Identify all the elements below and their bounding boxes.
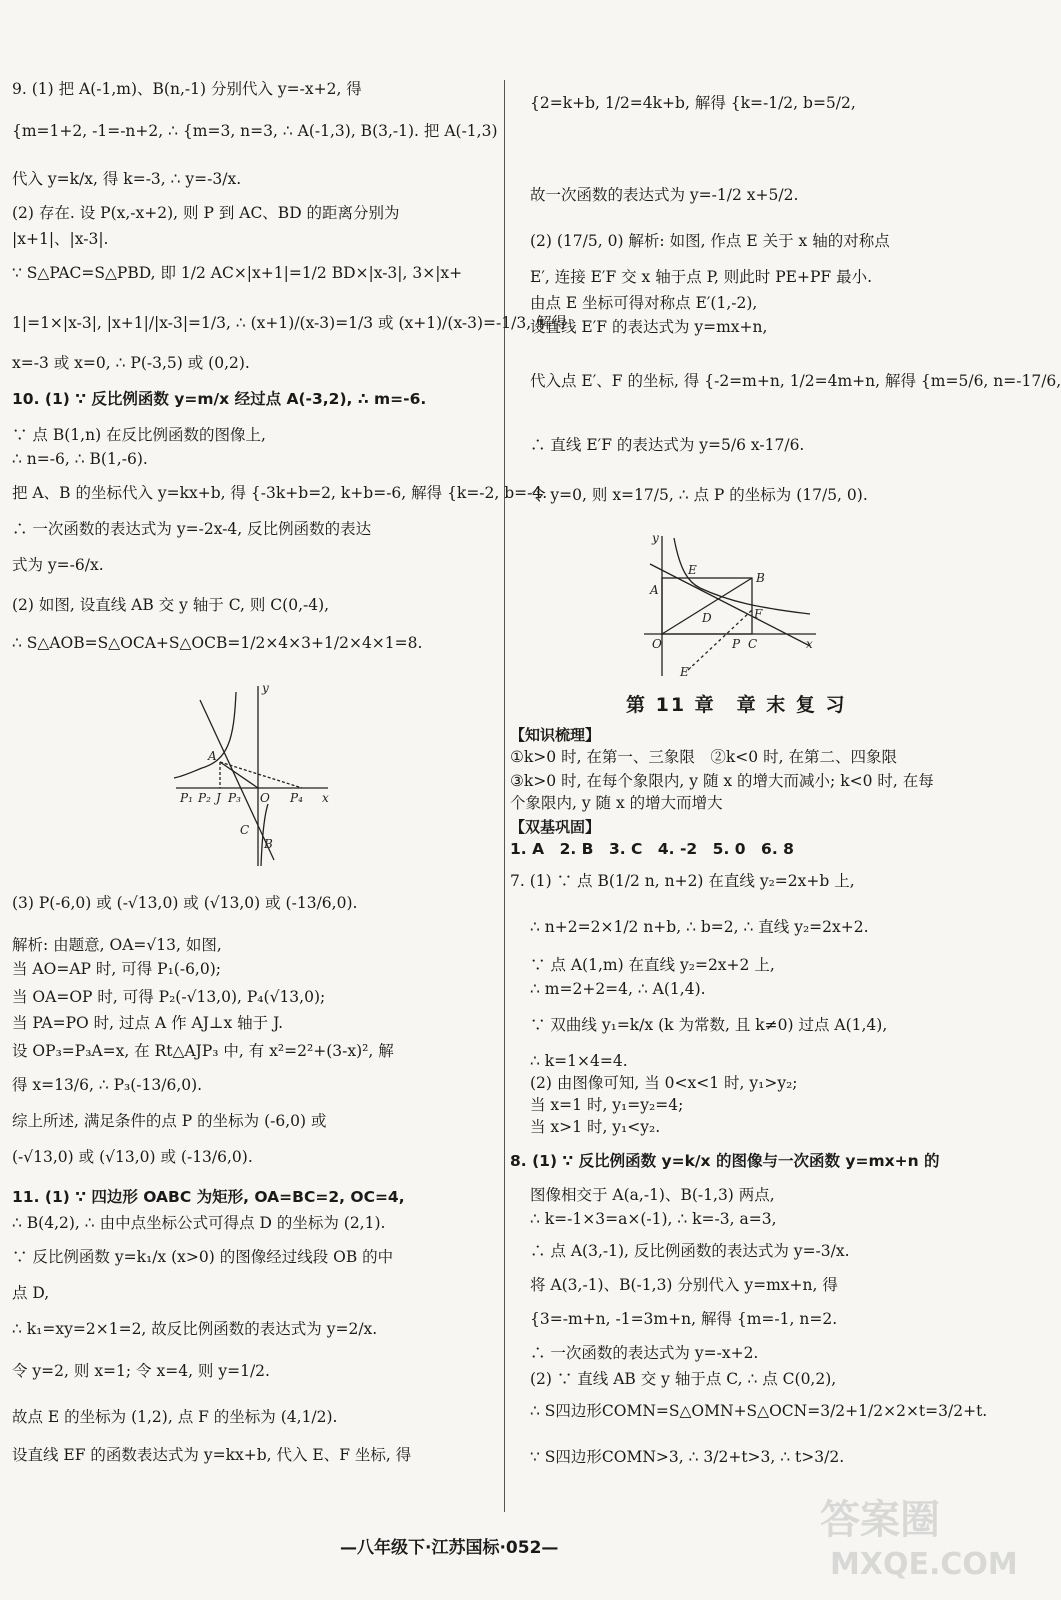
text-line: ①k>0 时, 在第一、三象限 ②k<0 时, 在第二、四象限	[510, 748, 897, 766]
fig-label: x	[806, 637, 813, 651]
figure-problem-11	[640, 530, 820, 680]
line-e-prime-f	[688, 610, 752, 670]
text-line: 得 x=13/6, ∴ P₃(-13/6,0).	[12, 1076, 203, 1094]
text-line: ③k>0 时, 在每个象限内, y 随 x 的增大而减小; k<0 时, 在每	[510, 772, 934, 790]
text-line: 当 x>1 时, y₁<y₂.	[530, 1118, 661, 1136]
fig-label: B	[264, 837, 273, 851]
text-line: ∴ 点 A(3,-1), 反比例函数的表达式为 y=-3/x.	[530, 1242, 850, 1260]
text-line: 式为 y=-6/x.	[12, 556, 104, 574]
text-line: 综上所述, 满足条件的点 P 的坐标为 (-6,0) 或	[12, 1112, 327, 1130]
fig-label: E′	[680, 665, 692, 679]
text-line: 10. (1) ∵ 反比例函数 y=m/x 经过点 A(-3,2), ∴ m=-6.	[12, 390, 427, 408]
text-line: ∴ k=-1×3=a×(-1), ∴ k=-3, a=3,	[530, 1210, 777, 1228]
fig-label: P₃	[228, 791, 241, 805]
text-line: (2) ∵ 直线 AB 交 y 轴于点 C, ∴ 点 C(0,2),	[530, 1370, 837, 1388]
fig-label: C	[240, 823, 250, 837]
text-line: 当 PA=PO 时, 过点 A 作 AJ⊥x 轴于 J.	[12, 1014, 284, 1032]
text-line: ∴ S四边形COMN=S△OMN+S△OCN=3/2+1/2×2×t=3/2+t.	[530, 1402, 988, 1420]
text-line: 8. (1) ∵ 反比例函数 y=k/x 的图像与一次函数 y=mx+n 的	[510, 1152, 940, 1170]
fig-label: y	[262, 681, 269, 695]
segment-ap4	[220, 762, 302, 788]
chapter-title: 第 11 章 章 末 复 习	[626, 694, 847, 716]
watermark-logo: 答案圈	[820, 1497, 940, 1543]
text-line: ∴ 直线 E′F 的表达式为 y=5/6 x-17/6.	[530, 436, 805, 454]
text-line: 设直线 E′F 的表达式为 y=mx+n,	[530, 318, 768, 336]
hyperbola-branch	[174, 692, 236, 778]
text-line: 设直线 EF 的函数表达式为 y=kx+b, 代入 E、F 坐标, 得	[12, 1446, 412, 1464]
answer-line: 1. A 2. B 3. C 4. -2 5. 0 6. 8	[510, 840, 794, 858]
text-line: {3=-m+n, -1=3m+n, 解得 {m=-1, n=2.	[530, 1310, 838, 1328]
text-line: ∵ 反比例函数 y=k₁/x (x>0) 的图像经过线段 OB 的中	[12, 1248, 394, 1266]
text-line: 令 y=0, 则 x=17/5, ∴ 点 P 的坐标为 (17/5, 0).	[530, 486, 868, 504]
text-line: (2) (17/5, 0) 解析: 如图, 作点 E 关于 x 轴的对称点	[530, 232, 890, 250]
text-line: ∵ 双曲线 y₁=k/x (k 为常数, 且 k≠0) 过点 A(1,4),	[530, 1016, 888, 1034]
text-line: 代入 y=k/x, 得 k=-3, ∴ y=-3/x.	[12, 170, 242, 188]
text-line: 当 AO=AP 时, 可得 P₁(-6,0);	[12, 960, 221, 978]
text-line: ∵ S四边形COMN>3, ∴ 3/2+t>3, ∴ t>3/2.	[530, 1448, 845, 1466]
fig-label: B	[756, 571, 765, 585]
figure-problem-10	[172, 680, 332, 870]
text-line: 11. (1) ∵ 四边形 OABC 为矩形, OA=BC=2, OC=4,	[12, 1188, 405, 1206]
text-line: 7. (1) ∵ 点 B(1/2 n, n+2) 在直线 y₂=2x+b 上,	[510, 872, 855, 890]
text-line: {m=1+2, -1=-n+2, ∴ {m=3, n=3, ∴ A(-1,3), B(3,-1). 把 A(-1,3)	[12, 122, 498, 140]
text-line: 故点 E 的坐标为 (1,2), 点 F 的坐标为 (4,1/2).	[12, 1408, 338, 1426]
text-line: (2) 如图, 设直线 AB 交 y 轴于 C, 则 C(0,-4),	[12, 596, 330, 614]
text-line: (-√13,0) 或 (√13,0) 或 (-13/6,0).	[12, 1148, 253, 1166]
text-line: ∴ n=-6, ∴ B(1,-6).	[12, 450, 148, 468]
text-line: |x+1|、|x-3|.	[12, 230, 109, 248]
fig-label: P	[732, 637, 741, 651]
text-line: ∴ 一次函数的表达式为 y=-x+2.	[530, 1344, 759, 1362]
page-footer: —八年级下·江苏国标·052—	[340, 1538, 559, 1558]
text-line: 当 x=1 时, y₁=y₂=4;	[530, 1096, 684, 1114]
text-line: ∴ m=2+2=4, ∴ A(1,4).	[530, 980, 706, 998]
text-line: ∴ 一次函数的表达式为 y=-2x-4, 反比例函数的表达	[12, 520, 372, 538]
text-line: (2) 存在. 设 P(x,-x+2), 则 P 到 AC、BD 的距离分别为	[12, 204, 400, 222]
text-line: 将 A(3,-1)、B(-1,3) 分别代入 y=mx+n, 得	[530, 1276, 838, 1294]
fig-label: P₂	[198, 791, 211, 805]
text-line: E′, 连接 E′F 交 x 轴于点 P, 则此时 PE+PF 最小.	[530, 268, 872, 286]
diagonal-ob	[662, 578, 752, 634]
text-line: 由点 E 坐标可得对称点 E′(1,-2),	[530, 294, 758, 312]
fig-label: P₄	[290, 791, 303, 805]
text-line: ∴ k₁=xy=2×1=2, 故反比例函数的表达式为 y=2/x.	[12, 1320, 378, 1338]
text-line: 把 A、B 的坐标代入 y=kx+b, 得 {-3k+b=2, k+b=-6, 解得 {k=-2, b=-4.	[12, 484, 548, 502]
fig-label: E	[688, 563, 697, 577]
text-line: (3) P(-6,0) 或 (-√13,0) 或 (√13,0) 或 (-13/6,0).	[12, 894, 358, 912]
text-line: 代入点 E′、F 的坐标, 得 {-2=m+n, 1/2=4m+n, 解得 {m=5/6, n=-17/6,	[530, 372, 1061, 390]
text-line: 故一次函数的表达式为 y=-1/2 x+5/2.	[530, 186, 799, 204]
text-line: ∵ 点 A(1,m) 在直线 y₂=2x+2 上,	[530, 956, 775, 974]
text-line: ∴ n+2=2×1/2 n+b, ∴ b=2, ∴ 直线 y₂=2x+2.	[530, 918, 869, 936]
text-line: 设 OP₃=P₃A=x, 在 Rt△AJP₃ 中, 有 x²=2²+(3-x)², 解	[12, 1042, 394, 1060]
fig-label: D	[702, 611, 712, 625]
text-line: 点 D,	[12, 1284, 50, 1302]
text-line: 当 OA=OP 时, 可得 P₂(-√13,0), P₄(√13,0);	[12, 988, 326, 1006]
watermark-url: MXQE.COM	[830, 1547, 1018, 1582]
column-divider	[504, 80, 505, 1512]
text-line: 令 y=2, 则 x=1; 令 x=4, 则 y=1/2.	[12, 1362, 270, 1380]
text-line: 1|=1×|x-3|, |x+1|/|x-3|=1/3, ∴ (x+1)/(x-3)=1/3 或 (x+1)/(x-3)=-1/3, 解得	[12, 314, 568, 332]
text-line: 个象限内, y 随 x 的增大而增大	[510, 794, 723, 812]
fig-label: C	[748, 637, 758, 651]
section-heading: 【双基巩固】	[510, 818, 601, 836]
fig-label: x	[322, 791, 329, 805]
fig-label: O	[652, 637, 662, 651]
text-line: ∵ S△PAC=S△PBD, 即 1/2 AC×|x+1|=1/2 BD×|x-3|, 3×|x+	[12, 264, 463, 282]
fig-label: O	[260, 791, 270, 805]
line-ab	[200, 700, 274, 860]
text-line: 解析: 由题意, OA=√13, 如图,	[12, 936, 222, 954]
text-line: ∴ B(4,2), ∴ 由中点坐标公式可得点 D 的坐标为 (2,1).	[12, 1214, 386, 1232]
text-line: (2) 由图像可知, 当 0<x<1 时, y₁>y₂;	[530, 1074, 798, 1092]
fig-label: F	[754, 607, 763, 621]
text-line: {2=k+b, 1/2=4k+b, 解得 {k=-1/2, b=5/2,	[530, 94, 856, 112]
text-line: 9. (1) 把 A(-1,m)、B(n,-1) 分别代入 y=-x+2, 得	[12, 80, 362, 98]
section-heading: 【知识梳理】	[510, 726, 601, 744]
text-line: ∵ 点 B(1,n) 在反比例函数的图像上,	[12, 426, 266, 444]
text-line: x=-3 或 x=0, ∴ P(-3,5) 或 (0,2).	[12, 354, 250, 372]
text-line: 图像相交于 A(a,-1)、B(-1,3) 两点,	[530, 1186, 775, 1204]
text-line: ∴ S△AOB=S△OCA+S△OCB=1/2×4×3+1/2×4×1=8.	[12, 634, 423, 652]
fig-label: y	[652, 531, 659, 545]
text-line: ∴ k=1×4=4.	[530, 1052, 628, 1070]
fig-label: A	[208, 749, 217, 763]
fig-label: J	[216, 791, 221, 805]
fig-label: P₁	[180, 791, 193, 805]
fig-label: A	[650, 583, 659, 597]
